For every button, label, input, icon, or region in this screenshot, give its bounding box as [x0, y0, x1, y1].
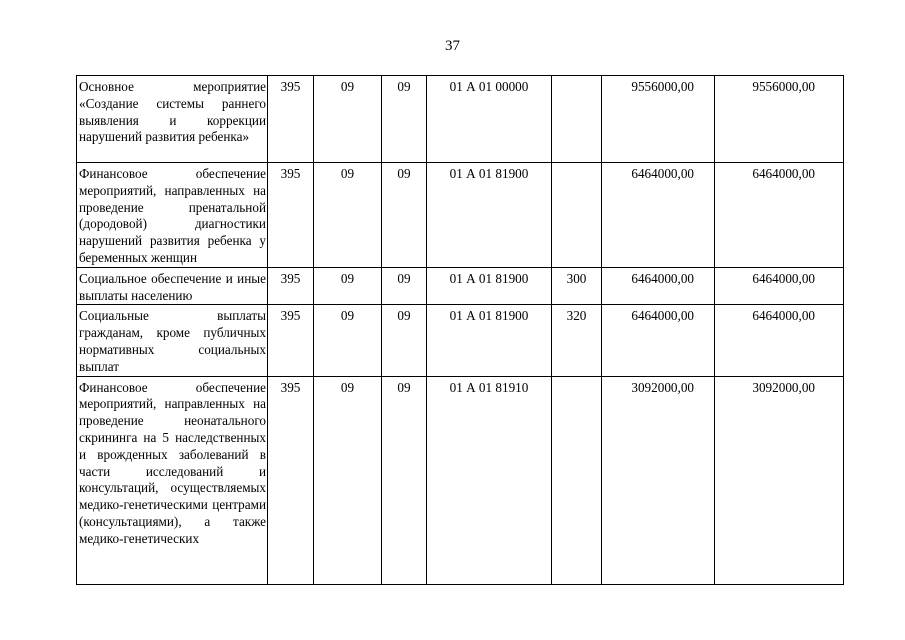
table-row — [77, 76, 844, 163]
section-code-cell: 09 — [314, 267, 382, 305]
sum-year1-cell: 6464000,00 — [602, 163, 715, 268]
section-code-cell: 09 — [314, 305, 382, 376]
ministry-code-cell: 395 — [268, 376, 314, 584]
ministry-code-cell: 395 — [268, 305, 314, 376]
sum-year2-cell: 9556000,00 — [715, 76, 844, 163]
target-article-cell: 01 А 01 00000 — [427, 76, 552, 163]
subsection-code-cell: 09 — [382, 163, 427, 268]
sum-year2-cell: 6464000,00 — [715, 305, 844, 376]
expense-type-cell — [552, 376, 602, 584]
table-row — [77, 267, 844, 305]
budget-table — [76, 75, 844, 585]
subsection-code-cell: 09 — [382, 267, 427, 305]
sum-year1-cell: 9556000,00 — [602, 76, 715, 163]
section-code-cell: 09 — [314, 163, 382, 268]
sum-year1-cell: 6464000,00 — [602, 267, 715, 305]
row-name-cell: Финансовое обеспечение мероприятий, направленных на проведение неонатального скрининга на 5 наследственных и врожденных заболеваний в части исследований и консультаций, осуществляемых медико-генетическими центрами (консультациями), а также медико-генетических — [77, 376, 268, 584]
table-row — [77, 305, 844, 376]
subsection-code-cell: 09 — [382, 376, 427, 584]
expense-type-cell: 320 — [552, 305, 602, 376]
row-name-cell: Основное мероприятие «Создание системы раннего выявления и коррекции нарушений развития ребенка» — [77, 76, 268, 163]
target-article-cell: 01 А 01 81900 — [427, 163, 552, 268]
row-name-cell: Финансовое обеспечение мероприятий, направленных на проведение пренатальной (дородовой) диагностики нарушений развития ребенка у беременных женщин — [77, 163, 268, 268]
expense-type-cell — [552, 76, 602, 163]
page-number: 37 — [445, 38, 460, 54]
table-row — [77, 163, 844, 268]
section-code-cell: 09 — [314, 376, 382, 584]
target-article-cell: 01 А 01 81900 — [427, 305, 552, 376]
sum-year2-cell: 6464000,00 — [715, 163, 844, 268]
subsection-code-cell: 09 — [382, 305, 427, 376]
target-article-cell: 01 А 01 81910 — [427, 376, 552, 584]
sum-year1-cell: 3092000,00 — [602, 376, 715, 584]
sum-year2-cell: 6464000,00 — [715, 267, 844, 305]
row-name-cell: Социальное обеспечение и иные выплаты населению — [77, 267, 268, 305]
subsection-code-cell: 09 — [382, 76, 427, 163]
sum-year1-cell: 6464000,00 — [602, 305, 715, 376]
ministry-code-cell: 395 — [268, 267, 314, 305]
expense-type-cell — [552, 163, 602, 268]
section-code-cell: 09 — [314, 76, 382, 163]
table-row — [77, 376, 844, 584]
ministry-code-cell: 395 — [268, 76, 314, 163]
expense-type-cell: 300 — [552, 267, 602, 305]
row-name-cell: Социальные выплаты гражданам, кроме публичных нормативных социальных выплат — [77, 305, 268, 376]
ministry-code-cell: 395 — [268, 163, 314, 268]
target-article-cell: 01 А 01 81900 — [427, 267, 552, 305]
sum-year2-cell: 3092000,00 — [715, 376, 844, 584]
